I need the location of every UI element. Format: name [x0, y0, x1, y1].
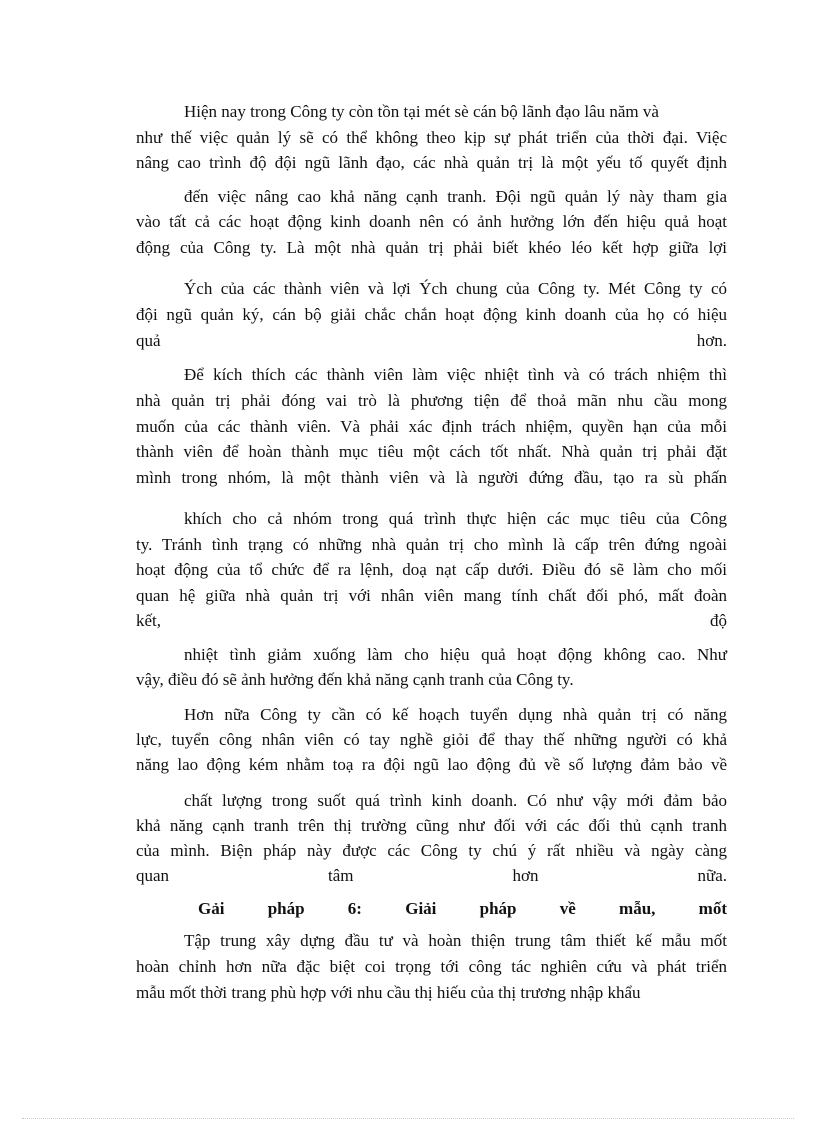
paragraph-line: quả hơn.	[136, 331, 727, 350]
paragraph-line: đến việc nâng cao khả năng cạnh tranh. Đội ngũ quản lý này tham gia	[184, 187, 727, 206]
paragraph-line: Tập trung xây dựng đầu tư và hoàn thiện trung tâm thiết kế mẫu mốt	[184, 931, 727, 950]
paragraph-line: chất lượng trong suốt quá trình kinh doanh. Có như vậy mới đảm bảo	[184, 791, 727, 810]
paragraph-line: quan tâm hơn nữa.	[136, 866, 727, 885]
paragraph-line: muốn của các thành viên. Và phải xác định trách nhiệm, quyền hạn của mỗi	[136, 417, 727, 436]
paragraph-line: vào tất cả các hoạt động kinh doanh nên có ảnh hưởng lớn đến hiệu quả hoạt	[136, 212, 727, 231]
paragraph-line: lực, tuyển công nhân viên có tay nghề giỏi để thay thế những người có khả	[136, 730, 727, 749]
paragraph-line: vậy, điều đó sẽ ảnh hưởng đến khả năng cạnh tranh của Công ty.	[136, 670, 574, 689]
paragraph-line: mình trong nhóm, là một thành viên và là người đứng đầu, tạo ra sù phấn	[136, 468, 727, 487]
paragraph-line: như thế việc quản lý sẽ có thể không theo kịp sự phát triển của thời đại. Việc	[136, 128, 727, 147]
paragraph-line: hoạt động của tổ chức để ra lệnh, doạ nạt cấp dưới. Điều đó sẽ làm cho mối	[136, 560, 727, 579]
paragraph-line: khích cho cả nhóm trong quá trình thực hiện các mục tiêu của Công	[184, 509, 727, 528]
paragraph-line: đội ngũ quản ký, cán bộ giải chắc chắn hoạt động kinh doanh của họ có hiệu	[136, 305, 727, 324]
paragraph-line: Hiện nay trong Công ty còn tồn tại mét sè cán bộ lãnh đạo lâu năm và	[184, 102, 659, 121]
page-bottom-border	[22, 1118, 794, 1119]
paragraph-line: khả năng cạnh tranh trên thị trường cũng như đối với các đối thủ cạnh tranh	[136, 816, 727, 835]
paragraph-line: kết, độ	[136, 611, 727, 630]
paragraph-line: nhà quản trị phải đóng vai trò là phương tiện để thoả mãn nhu cầu mong	[136, 391, 727, 410]
paragraph-line: của mình. Biện pháp này được các Công ty chú ý rất nhiều và ngày càng	[136, 841, 727, 860]
section-heading: Gải pháp 6: Giải pháp về mẫu, mốt	[198, 899, 727, 918]
paragraph-line: quan hệ giữa nhà quản trị với nhân viên mang tính chất đối phó, mất đoàn	[136, 586, 727, 605]
paragraph-line: Ých của các thành viên và lợi Ých chung của Công ty. Mét Công ty có	[184, 279, 727, 298]
paragraph-line: mẫu mốt thời trang phù hợp với nhu cầu thị hiếu của thị trương nhập khẩu	[136, 983, 641, 1002]
paragraph-line: hoàn chỉnh hơn nữa đặc biệt coi trọng tới công tác nghiên cứu và phát triển	[136, 957, 727, 976]
paragraph-line: thành viên để hoàn thành mục tiêu một cách tốt nhất. Nhà quản trị phải đặt	[136, 442, 727, 461]
paragraph-line: nhiệt tình giảm xuống làm cho hiệu quả hoạt động không cao. Như	[184, 645, 727, 664]
paragraph-line: Để kích thích các thành viên làm việc nhiệt tình và có trách nhiệm thì	[184, 365, 727, 384]
paragraph-line: nâng cao trình độ đội ngũ lãnh đạo, các nhà quản trị là một yếu tố quyết định	[136, 153, 727, 172]
paragraph-line: Hơn nữa Công ty cần có kế hoạch tuyển dụng nhà quản trị có năng	[184, 705, 727, 724]
paragraph-line: năng lao động kém nhằm toạ ra đội ngũ lao động đủ về số lượng đảm bảo về	[136, 755, 727, 774]
paragraph-line: động của Công ty. Là một nhà quản trị phải biết khéo léo kết hợp giữa lợi	[136, 238, 727, 257]
paragraph-line: ty. Tránh tình trạng có những nhà quản trị cho mình là cấp trên đứng ngoài	[136, 535, 727, 554]
